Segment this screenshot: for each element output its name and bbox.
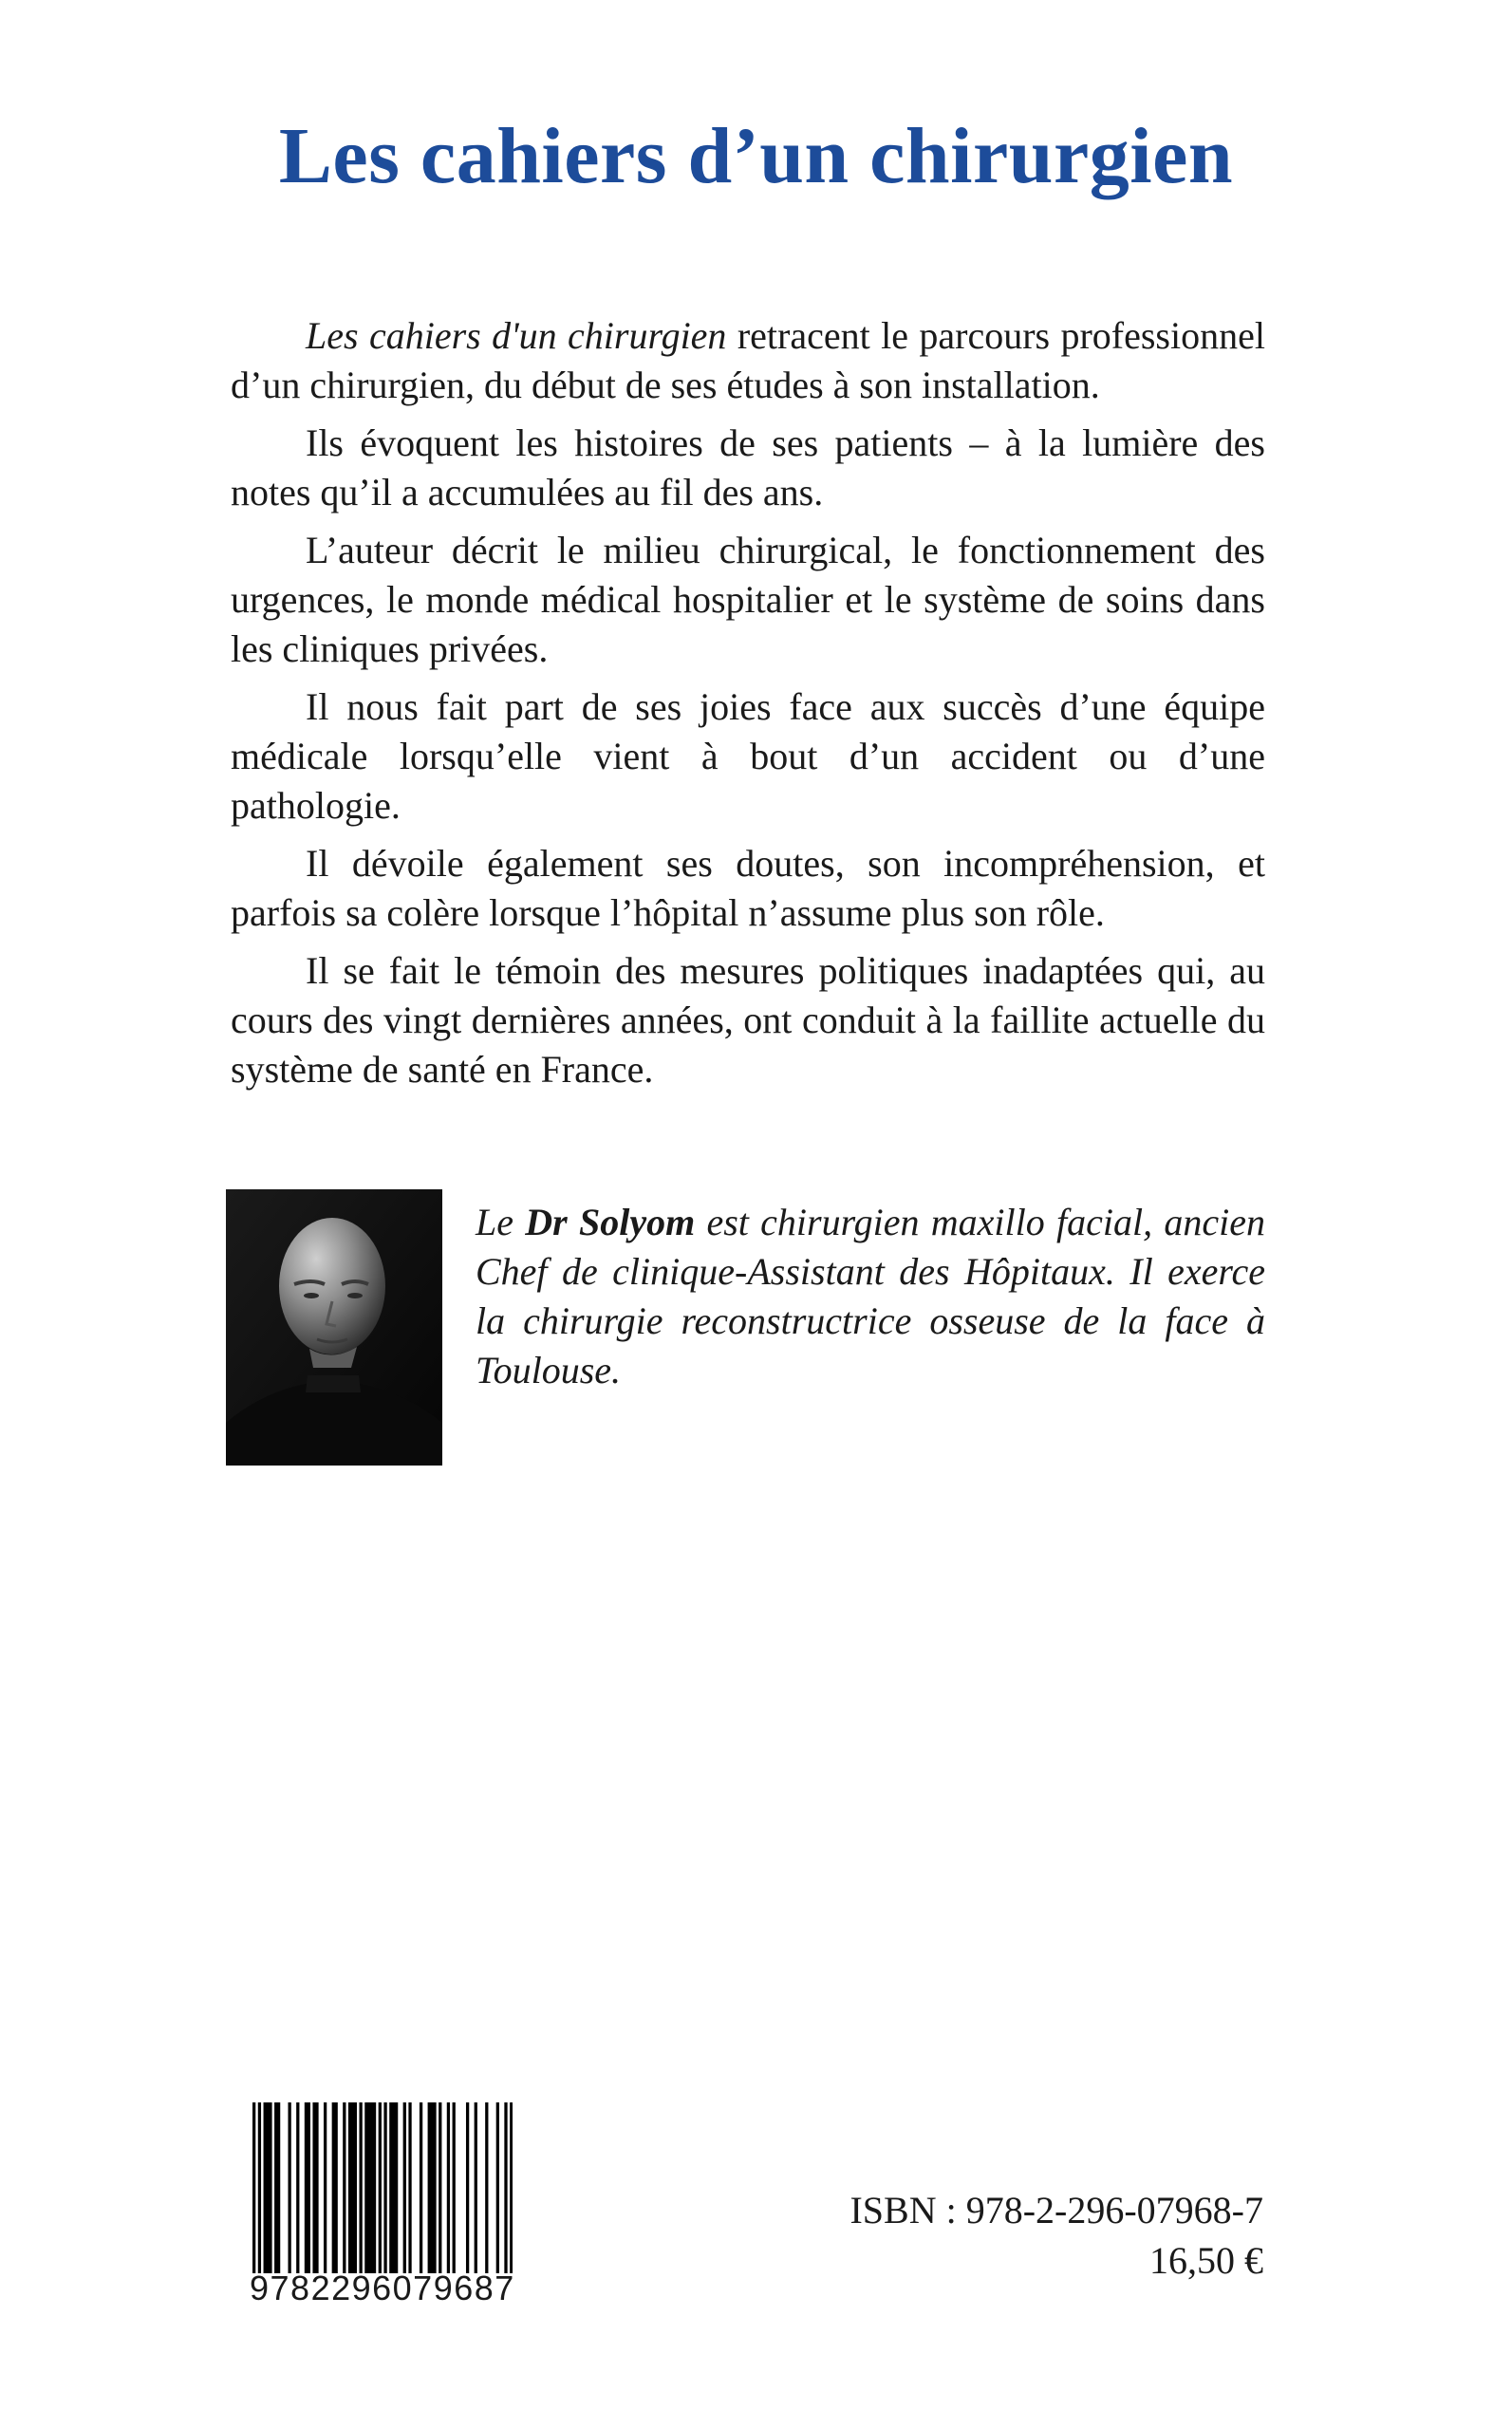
barcode [252,2102,513,2273]
barcode-bar [447,2102,450,2273]
barcode-bar [266,2102,269,2273]
blurb-paragraph-5: Il dévoile également ses doutes, son incompréhension, et parfois sa colère lorsque l’hôpital n’assume plus son rôle. [231,842,1265,934]
blurb-paragraph-4: Il nous fait part de ses joies face aux succès d’une équipe médicale lorsqu’elle vient à bout d’un accident ou d’une pathologie. [231,685,1265,827]
author-portrait-icon [226,1189,442,1466]
barcode-bar [315,2102,318,2273]
barcode-bar [277,2102,280,2273]
barcode-bar [408,2102,411,2273]
blurb-title-ref: Les cahiers d'un chirurgien [306,314,727,357]
barcode-bar [274,2102,277,2273]
barcode-bar [343,2102,345,2273]
author-photo [226,1189,442,1466]
blurb-paragraph-1 [231,311,1265,410]
author-bio-text [476,1198,1265,1395]
barcode-bar [308,2102,310,2273]
barcode-bar [359,2102,362,2273]
barcode-bar [395,2102,398,2273]
barcode-bar [348,2102,351,2273]
blurb [231,311,1265,1103]
barcode-bar [433,2102,436,2273]
barcode-bar [510,2102,513,2273]
barcode-bar [475,2102,477,2273]
barcode-bar [485,2102,488,2273]
barcode-bar [392,2102,395,2273]
barcode-bar [420,2102,422,2273]
barcode-bar [351,2102,354,2273]
price: 16,50 € [1149,2239,1263,2282]
barcode-number: 9782296079687 [250,2269,515,2307]
barcode-bar [430,2102,433,2273]
barcode-bar [354,2102,357,2273]
barcode-bar [264,2102,267,2273]
blurb-paragraph-2: Ils évoquent les histoires de ses patients – à la lumière des notes qu’il a accumulées au fil des ans. [231,421,1265,514]
barcode-bar [258,2102,261,2273]
barcode-bar [453,2102,456,2273]
barcode-bar [383,2102,386,2273]
barcode-bar [332,2102,335,2273]
blurb-text-1: retracent le parcours professionnel d’un chirurgien, du début de ses études à son installation. [231,314,1265,406]
barcode-bar [439,2102,441,2273]
book-title: Les cahiers d’un chirurgien [278,112,1234,200]
author-name: Dr Solyom [525,1201,696,1243]
author-bio [476,1198,1265,1395]
barcode-bar [466,2102,469,2273]
barcode-bar [379,2102,382,2273]
barcode-bar [324,2102,327,2273]
isbn: ISBN : 978-2-296-07968-7 [849,2189,1263,2232]
barcode-bar [269,2102,271,2273]
barcode-bar [252,2102,255,2273]
bio-rest: est chirurgien maxillo facial, ancien Chef de clinique-Assistant des Hôpitaux. Il exerce la chirurgie reconstructrice osseuse de la face à Toulouse. [476,1201,1265,1391]
blurb-paragraph-6: Il se fait le témoin des mesures politiques inadaptées qui, au cours des vingt dernières années, ont conduit à la faillite actuelle du système de santé en France. [231,949,1265,1091]
barcode-bar [403,2102,406,2273]
bio-prefix: Le [476,1201,526,1243]
barcode-bar [288,2102,290,2273]
barcode-bar [370,2102,373,2273]
barcode-bar [296,2102,299,2273]
barcode-bar [312,2102,315,2273]
barcode-bar [367,2102,370,2273]
barcode-bar [496,2102,499,2273]
barcode-bar [504,2102,507,2273]
barcode-bar [364,2102,367,2273]
barcode-bar [389,2102,392,2273]
barcode-bar [335,2102,338,2273]
barcode-bar [373,2102,376,2273]
blurb-paragraph-3: L’auteur décrit le milieu chirurgical, le fonctionnement des urgences, le monde médical hospitalier et le système de soins dans les cliniques privées. [231,529,1265,670]
barcode-bar [428,2102,431,2273]
barcode-bar [305,2102,308,2273]
